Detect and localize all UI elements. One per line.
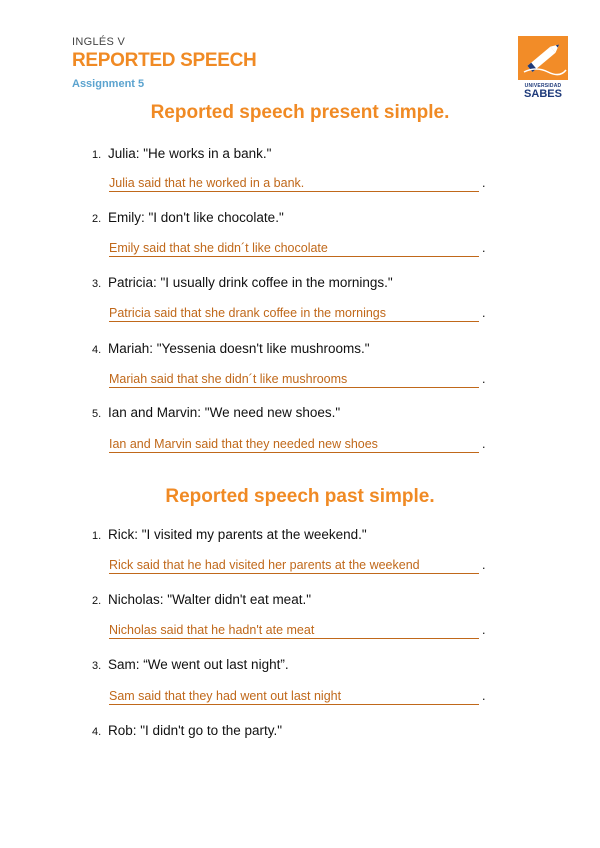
item-number: 4. [92,344,102,356]
logo-name: SABES [524,88,562,100]
item-prompt: Rick: "I visited my parents at the weekend." [108,527,367,542]
item-number: 1. [92,149,102,161]
answer-line: Julia said that he worked in a bank. [109,176,479,192]
item-number: 2. [92,213,102,225]
answer-period: . [482,176,486,190]
item-number: 5. [92,408,102,420]
item-prompt: Rob: "I didn't go to the party." [108,723,283,738]
item-prompt: Emily: "I don't like chocolate." [108,210,284,225]
answer-line: Rick said that he had visited her parents at the weekend [109,558,479,574]
exercise-item [92,146,271,161]
exercise-item [92,592,311,607]
answer-period: . [482,241,486,255]
answer-line: Ian and Marvin said that they needed new shoes [109,437,479,453]
exercise-item [92,275,393,290]
item-prompt: Sam: “We went out last night”. [108,657,289,672]
item-prompt: Patricia: "I usually drink coffee in the mornings." [108,275,393,290]
course-label: INGLÉS V [72,36,126,48]
university-logo [518,36,568,104]
exercise-item [92,723,282,738]
page-title: REPORTED SPEECH [72,50,257,71]
item-prompt: Ian and Marvin: "We need new shoes." [108,405,341,420]
answer-line: Emily said that she didn´t like chocolate [109,241,479,257]
answer-line: Mariah said that she didn´t like mushrooms [109,372,479,388]
item-number: 2. [92,595,102,607]
pencil-icon [518,36,568,80]
item-prompt: Nicholas: "Walter didn't eat meat." [108,592,311,607]
answer-line: Sam said that they had went out last night [109,689,479,705]
item-number: 3. [92,660,102,672]
exercise-item [92,341,370,356]
item-prompt: Julia: "He works in a bank." [108,146,272,161]
item-number: 1. [92,530,102,542]
answer-period: . [482,306,486,320]
exercise-item [92,405,340,420]
answer-period: . [482,689,486,703]
item-number: 4. [92,726,102,738]
item-number: 3. [92,278,102,290]
exercise-item [92,657,289,672]
answer-line: Patricia said that she drank coffee in the mornings [109,306,479,322]
section-heading-past: Reported speech past simple. [165,486,435,507]
exercise-item [92,527,367,542]
answer-line: Nicholas said that he hadn't ate meat [109,623,479,639]
answer-period: . [482,558,486,572]
exercise-item [92,210,284,225]
answer-period: . [482,372,486,386]
item-prompt: Mariah: "Yessenia doesn't like mushrooms." [108,341,370,356]
logo-university-text: UNIVERSIDAD [524,83,562,89]
answer-period: . [482,437,486,451]
section-heading-present: Reported speech present simple. [150,102,450,123]
answer-period: . [482,623,486,637]
assignment-label: Assignment 5 [72,78,145,90]
